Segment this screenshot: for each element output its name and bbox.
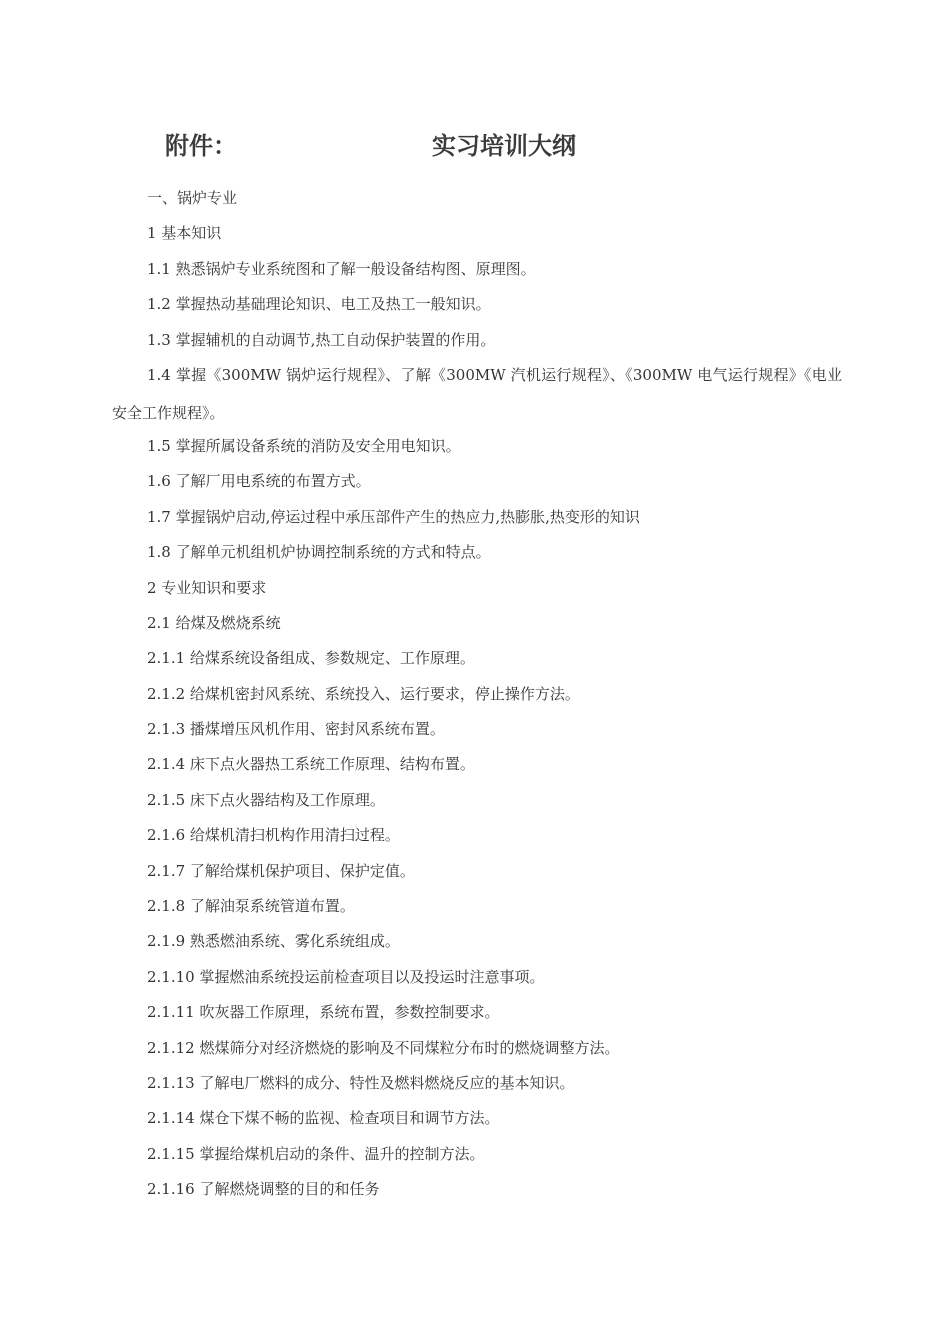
document-body xyxy=(112,182,842,1209)
paragraph: 1.3 掌握辅机的自动调节,热工自动保护装置的作用。 xyxy=(147,330,496,349)
paragraph: 2.1.9 熟悉燃油系统、雾化系统组成。 xyxy=(147,932,400,951)
paragraph: 1.6 了解厂用电系统的布置方式。 xyxy=(147,472,371,491)
paragraph: 2.1.10 掌握燃油系统投运前检查项目以及投运时注意事项。 xyxy=(147,967,545,986)
paragraph: 1.4 掌握《300MW 锅炉运行规程》、了解《300MW 汽机运行规程》、《300MW 电气运行规程》《电业安全工作规程》。 xyxy=(112,365,842,422)
title-row xyxy=(0,126,950,166)
paragraph: 2.1.3 播煤增压风机作用、密封风系统布置。 xyxy=(147,720,445,739)
subsection-heading: 2.1 给煤及燃烧系统 xyxy=(147,613,281,632)
paragraph: 2.1.14 煤仓下煤不畅的监视、检查项目和调节方法。 xyxy=(147,1109,500,1128)
paragraph: 1.8 了解单元机组机炉协调控制系统的方式和特点。 xyxy=(147,543,491,562)
paragraph: 2.1.6 给煤机清扫机构作用清扫过程。 xyxy=(147,826,400,845)
subsection-heading: 1 基本知识 xyxy=(147,224,222,243)
paragraph: 2.1.12 燃煤筛分对经济燃烧的影响及不同煤粒分布时的燃烧调整方法。 xyxy=(147,1038,620,1057)
paragraph: 1.2 掌握热动基础理论知识、电工及热工一般知识。 xyxy=(147,295,491,314)
paragraph: 2.1.15 掌握给煤机启动的条件、温升的控制方法。 xyxy=(147,1144,485,1163)
paragraph: 2.1.1 给煤系统设备组成、参数规定、工作原理。 xyxy=(147,649,475,668)
paragraph: 1.7 掌握锅炉启动,停运过程中承压部件产生的热应力,热膨胀,热变形的知识 xyxy=(147,507,640,526)
paragraph: 1.1 熟悉锅炉专业系统图和了解一般设备结构图、原理图。 xyxy=(147,259,536,278)
paragraph: 2.1.11 吹灰器工作原理，系统布置，参数控制要求。 xyxy=(147,1003,500,1022)
attachment-label: 附件： xyxy=(165,132,237,160)
document-title: 实习培训大纲 xyxy=(432,132,576,160)
paragraph: 2.1.16 了解燃烧调整的目的和任务 xyxy=(147,1180,380,1199)
paragraph: 1.5 掌握所属设备系统的消防及安全用电知识。 xyxy=(147,436,461,455)
paragraph: 2.1.4 床下点火器热工系统工作原理、结构布置。 xyxy=(147,755,475,774)
paragraph: 2.1.2 给煤机密封风系统、系统投入、运行要求，停止操作方法。 xyxy=(147,684,580,703)
section-heading: 一、锅炉专业 xyxy=(147,189,238,207)
paragraph: 2.1.13 了解电厂燃料的成分、特性及燃料燃烧反应的基本知识。 xyxy=(147,1073,575,1092)
paragraph: 2.1.8 了解油泵系统管道布置。 xyxy=(147,897,355,916)
paragraph: 2.1.5 床下点火器结构及工作原理。 xyxy=(147,790,385,809)
subsection-heading: 2 专业知识和要求 xyxy=(147,578,267,597)
paragraph: 2.1.7 了解给煤机保护项目、保护定值。 xyxy=(147,861,415,880)
